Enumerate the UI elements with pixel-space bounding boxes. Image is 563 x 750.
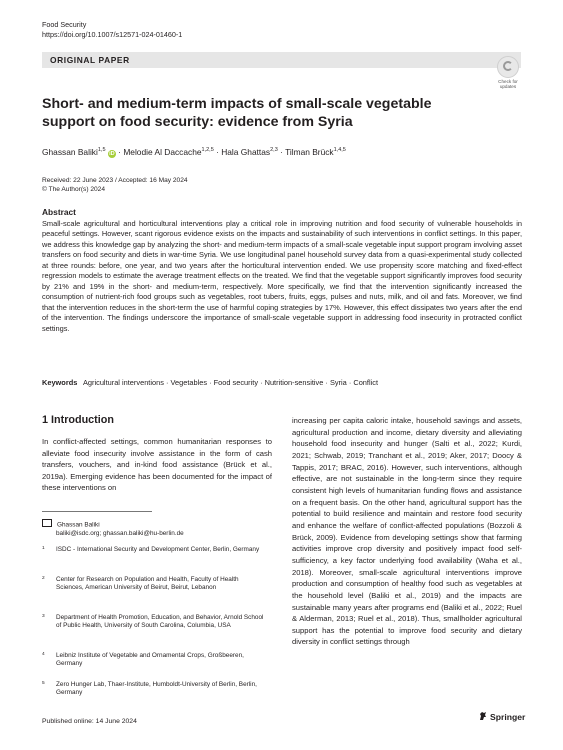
orcid-icon[interactable]: iD [109, 150, 115, 157]
author-name[interactable]: Melodie Al Daccache [123, 146, 202, 157]
abstract-text: Small-scale agricultural and horticultural interventions play a critical role in improving nutrition and food security of vulnerable households in peaceful settings. However, scant rigorous evidence exists on the impacts and sustainability of such interventions in conflict settings. In this paper, we address this knowledge gap by analyzing the short- and medium-term impacts of a small-scale vegetable input support program involving asset transfers on food security and diets in war-time Syria. We use longitudinal panel household survey data from a quasi-experimental study collected at three rounds: before, one year, and two years after the horticultural intervention ended. We use propensity score matching and fixed-effect regression models to estimate the average treatment effects on the treated. We find that the vegetable support significantly improves food security by 21% and 19% in the short- and medium-term, respectively. More specifically, we find that the intervention significantly increased the consumption of nutrient-rich food groups such as vegetables, root tubers, fruits, eggs, pulses and nuts, milk, and oil and fats. Moreover, we find that the intervention reduces in the short-term the use of harmful coping strategies by 17%. However, this effect dissipates two years after the end of the intervention. The findings underscore the importance of small-scale vegetable support in addressing food insecurity in protracted conflict settings. [42, 219, 522, 333]
keyword-item: Conflict [353, 378, 379, 387]
author-affiliation-ref: 2,3 [270, 147, 278, 153]
author-list: Ghassan Baliki$^{1,5}$ iD · Melodie Al Daccache$^{1,2,5}$ · Hala Ghattas$^{2,3}$ · Tilman Brück$^{1,4,5}$ [42, 146, 346, 157]
publisher-name: Springer [490, 712, 526, 722]
affiliation-text: Center for Research on Population and Health, Faculty of Health Sciences, American University of Beirut, Beirut, Lebanon [56, 576, 239, 592]
affiliation-item [42, 546, 272, 564]
copyright-notice: © The Author(s) 2024 [42, 186, 106, 193]
author-affiliation-ref: 1,5 [97, 147, 106, 153]
affiliation-number: 5 [42, 681, 45, 686]
author-name[interactable]: Tilman Brück [285, 146, 334, 157]
keywords [42, 378, 522, 388]
affiliation-item [42, 681, 272, 699]
author-name[interactable]: Ghassan Baliki [42, 146, 98, 157]
affiliation-item [42, 614, 272, 640]
abstract-heading: Abstract [42, 207, 76, 217]
article-dates [42, 176, 188, 194]
keyword-item: Agricultural interventions [82, 378, 164, 387]
publisher-logo [478, 711, 525, 722]
envelope-icon [42, 519, 52, 527]
keyword-separator: · [258, 378, 265, 387]
introduction-right-column: increasing per capita caloric intake, household savings and assets, agricultural production and income, dietary diversity and alleviating household food insecurity and hunger (Salti et al., 2022; Kurdi, 2021; Schwab, 2019; Tranchant et al., 2019; Aker, 2017; Doocy & Tappis, 2017; BRAC, 2016). However, such interventions, although effective, are not sustainable in the long-term since they require consistent high levels of humanitarian funding flows and assistance on a frequent basis. On the other hand, agricultural support has the potential to build resilience and maintain and restore food security and enhance the welfare of conflict-affected populations (Bozzoli & Brück, 2009). Evidence from developing settings show that farming activities improve crop diversity and positively impact food self-sufficiency, a key factor underlying food availability (Waha et al., 2018). Moreover, small-scale agricultural interventions improve production and consumption of healthy food such as vegetables at the household level (Baliki et al., 2019) and the impacts are sustainable many years after programs end (Baliki et al., 2022; Ruel & Alderman, 2013; Ruel et al., 2018). Thus, smallholder agricultural support has the potential to improve food security and dietary diversity in conflict settings through [292, 416, 522, 647]
received-accepted-dates: Received: 22 June 2023 / Accepted: 16 May 2024 [42, 177, 188, 184]
keyword-separator: · [346, 378, 354, 387]
keyword-item: Vegetables [170, 378, 208, 387]
author-affiliation-ref: 1,2,5 [201, 147, 214, 153]
affiliation-number: 2 [42, 576, 45, 581]
keyword-item: Syria [329, 378, 347, 387]
section-heading-introduction: 1 Introduction [42, 414, 114, 426]
author-affiliation-ref: 1,4,5 [333, 147, 346, 153]
published-online-date: Published online: 14 June 2024 [42, 718, 137, 725]
introduction-left-column: In conflict-affected settings, common humanitarian responses to alleviate food insecurity involve assistance in the form of cash transfers, vouchers, and in-kind food assistance (Brück et al., 2019a). Emerging evidence has been documented for the impact of these interventions on [42, 437, 272, 492]
keyword-item: Nutrition-sensitive [264, 378, 324, 387]
springer-horse-icon [478, 711, 488, 721]
author-name[interactable]: Hala Ghattas [221, 146, 271, 157]
affiliation-number: 4 [42, 652, 45, 657]
corresponding-author: Ghassan Baliki [57, 521, 100, 529]
section-banner-label: ORIGINAL PAPER [50, 55, 130, 65]
journal-name: Food Security [42, 20, 87, 29]
keywords-label: Keywords [42, 378, 78, 387]
check-for-updates-icon [497, 56, 519, 78]
doi-link[interactable]: https://doi.org/10.1007/s12571-024-01460-1 [42, 30, 183, 39]
keyword-separator: · [323, 378, 330, 387]
affiliation-text: Zero Hunger Lab, Thaer-Institute, Humboldt-University of Berlin, Berlin, Germany [56, 681, 257, 697]
affiliation-text: ISDC - International Security and Development Center, Berlin, Germany [56, 546, 260, 553]
keyword-separator: · [207, 378, 214, 387]
affiliation-number: 1 [42, 546, 45, 551]
affiliation-number: 3 [42, 614, 45, 619]
correspondence [42, 519, 272, 538]
check-for-updates-label: Check for updates [498, 79, 518, 89]
keywords-list [83, 378, 378, 387]
footnote-divider [42, 511, 152, 512]
check-for-updates-badge[interactable] [491, 56, 525, 92]
affiliation-text: Leibniz Institute of Vegetable and Ornamental Crops, Großbeeren, Germany [56, 652, 244, 668]
affiliation-text: Department of Health Promotion, Education, and Behavior, Arnold School of Public Health, University of South Carolina, Columbia, USA [56, 614, 264, 630]
keyword-item: Food security [213, 378, 259, 387]
correspondence-emails[interactable]: baliki@isdc.org; ghassan.baliki@hu-berlin.de [56, 529, 184, 537]
affiliation-item [42, 652, 272, 670]
journal-header [42, 20, 182, 40]
article-title: Short- and medium-term impacts of small-scale vegetable support on food security: evidence from Syria [42, 96, 432, 130]
section-banner [42, 52, 521, 68]
affiliation-item [42, 576, 272, 602]
keyword-separator: · [163, 378, 171, 387]
